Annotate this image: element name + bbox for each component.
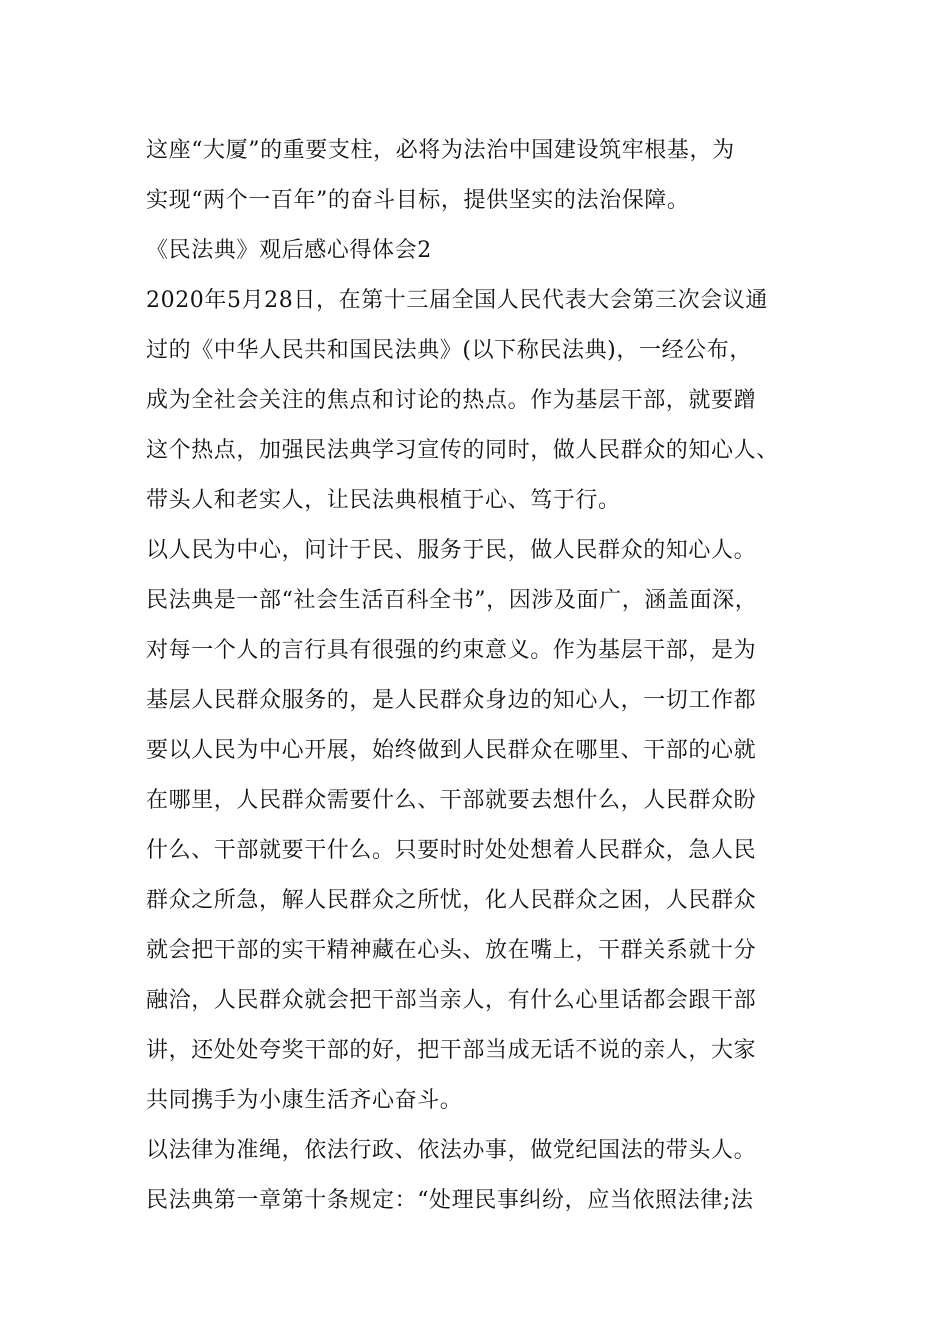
paragraph-line: 民法典是一部“社会生活百科全书”，因涉及面广，涵盖面深， [146, 588, 758, 613]
paragraph-line: 对每一个人的言行具有很强的约束意义。作为基层干部，是为 [146, 638, 757, 663]
paragraph-line: 以人民为中心，问计于民、服务于民，做人民群众的知心人。 [146, 538, 757, 563]
paragraph-line: 以法律为准绳，依法行政、依法办事，做党纪国法的带头人。 [146, 1138, 757, 1163]
paragraph-line: 群众之所急，解人民群众之所忧，化人民群众之困，人民群众 [146, 888, 757, 913]
paragraph-line: 过的《中华人民共和国民法典》(以下称民法典)，一经公布， [146, 338, 752, 363]
paragraph-line: 融洽，人民群众就会把干部当亲人，有什么心里话都会跟干部 [146, 988, 757, 1013]
paragraph-line: 共同携手为小康生活齐心奋斗。 [146, 1088, 463, 1113]
paragraph-line: 在哪里，人民群众需要什么、干部就要去想什么，人民群众盼 [146, 788, 757, 813]
paragraph-line: 实现“两个一百年”的奋斗目标，提供坚实的法治保障。 [146, 188, 690, 213]
paragraph-line: 讲，还处处夸奖干部的好，把干部当成无话不说的亲人，大家 [146, 1038, 757, 1063]
paragraph-line: 就会把干部的实干精神藏在心头、放在嘴上，干群关系就十分 [146, 938, 757, 963]
paragraph-line: 2020年5月28日，在第十三届全国人民代表大会第三次会议通 [146, 288, 768, 313]
paragraph-line: 什么、干部就要干什么。只要时时处处想着人民群众，急人民 [146, 838, 757, 863]
paragraph-line: 基层人民群众服务的，是人民群众身边的知心人，一切工作都 [146, 688, 757, 713]
paragraph-line: 这个热点，加强民法典学习宣传的同时，做人民群众的知心人、 [146, 438, 779, 463]
paragraph-line: 要以人民为中心开展，始终做到人民群众在哪里、干部的心就 [146, 738, 757, 763]
paragraph-line: 成为全社会关注的焦点和讨论的热点。作为基层干部，就要蹭 [146, 388, 757, 413]
paragraph-line: 民法典第一章第十条规定：“处理民事纠纷，应当依照法律;法 [146, 1188, 754, 1213]
section-heading: 《民法典》观后感心得体会2 [146, 238, 432, 263]
paragraph-line: 这座“大厦”的重要支柱，必将为法治中国建设筑牢根基，为 [146, 138, 735, 163]
paragraph-line: 带头人和老实人，让民法典根植于心、笃于行。 [146, 488, 621, 513]
